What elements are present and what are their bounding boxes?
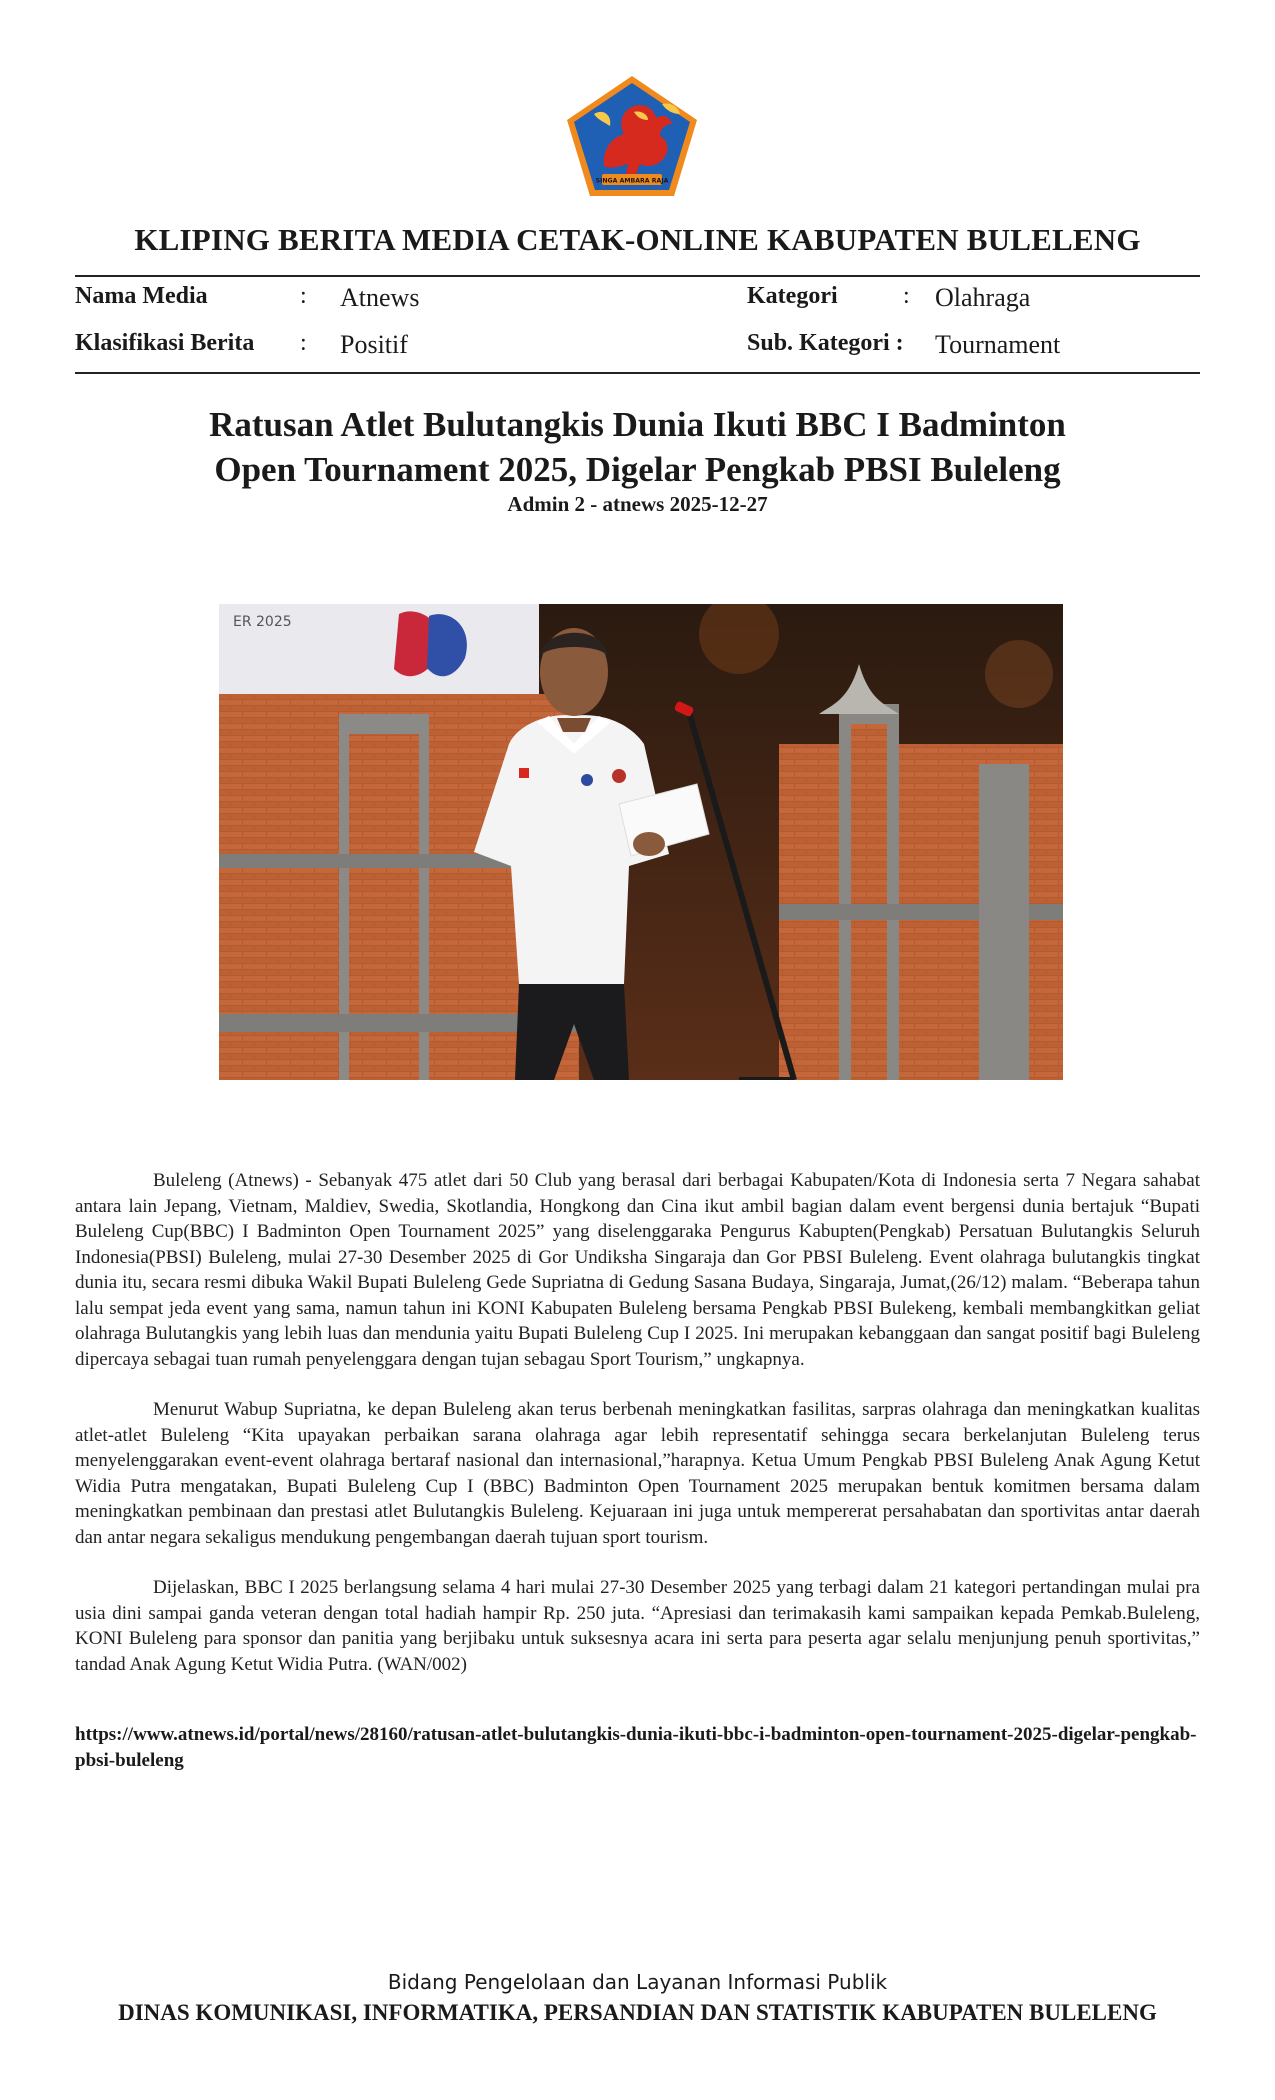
headline-line-1: Ratusan Atlet Bulutangkis Dunia Ikuti BBC I Badminton <box>209 405 1066 444</box>
article-paragraph: Dijelaskan, BBC I 2025 berlangsung selama 4 hari mulai 27-30 Desember 2025 yang terbagi dalam 21 kategori pertandingan mulai pra usia dini sampai ganda veteran dengan total hadiah hampir Rp. 250 juta. “Apresiasi dan terimakasih kami sampaikan kepada Pemkab.Buleleng, KONI Buleleng para sponsor dan panitia yang berjibaku untuk suksesnya acara ini serta para peserta agar selalu menjunjung penuh sportivitas,” tandad Anak Agung Ketut Widia Putra. (WAN/002) <box>75 1577 1200 1675</box>
source-url-link[interactable]: https://www.atnews.id/portal/news/28160/ratusan-atlet-bulutangkis-dunia-ikuti-bbc-i-badminton-open-tournament-2025-digelar-pengkab-pbsi-buleleng <box>75 1724 1197 1771</box>
meta-row-2 <box>75 330 1200 370</box>
headline-line-2: Open Tournament 2025, Digelar Pengkab PBSI Buleleng <box>214 450 1061 489</box>
photo-banner-text: ER 2025 <box>233 614 292 630</box>
sub-kategori-value: Tournament <box>935 330 1061 359</box>
article-body <box>75 1168 1200 1702</box>
klasifikasi-colon: : <box>300 330 307 356</box>
article-paragraph: Buleleng (Atnews) - Sebanyak 475 atlet dari 50 Club yang berasal dari berbagai Kabupaten/Kota di Indonesia serta 7 Negara sahabat antara lain Jepang, Vietnam, Maldiev, Swedia, Skotlandia, Hongkong dan Cina ikut ambil bagian dalam event bergensi dunia bertajuk “Bupati Buleleng Cup(BBC) I Badminton Open Tournament 2025” yang diselenggaraka Pengurus Kabupten(Pengkab) Persatuan Bulutangkis Seluruh Indonesia(PBSI) Buleleng, mulai 27-30 Desember 2025 di Gor Undiksha Singaraja dan Gor PBSI Buleleng. Event olahraga bulutangkis tingkat dunia itu, secara resmi dibuka Wakil Bupati Buleleng Gede Supriatna di Gedung Sasana Budaya, Singaraja, Jumat,(26/12) malam. “Beberapa tahun lalu sempat jeda event yang sama, namun tahun ini KONI Kabupaten Buleleng bersama Pengkab PBSI Bulekeng, kembali membangkitkan geliat olahraga Bulutangkis yang lebih luas dan mendunia yaitu Bupati Buleleng Cup I 2025. Ini merupakan kebanggaan dan sangat positif bagi Buleleng dipercaya sebagai tuan rumah penyelenggara dengan tujan sebagau Sport Tourism,” ungkapnya. <box>75 1170 1200 1370</box>
document-title: KLIPING BERITA MEDIA CETAK-ONLINE KABUPATEN BULELENG <box>134 222 1141 257</box>
klasifikasi-value: Positif <box>340 330 408 359</box>
nama-media-value: Atnews <box>340 283 420 312</box>
header-divider-top <box>75 275 1200 277</box>
article-byline: Admin 2 - atnews 2025-12-27 <box>507 492 768 516</box>
singa-ambara-raja-emblem-icon <box>564 74 700 200</box>
footer-department: Bidang Pengelolaan dan Layanan Informasi Publik <box>387 1970 888 1994</box>
nama-media-label: Nama Media <box>75 283 208 309</box>
emblem-motto-text: SINGA AMBARA RAJA <box>595 177 669 185</box>
header-divider-bottom <box>75 372 1200 374</box>
footer-agency: DINAS KOMUNIKASI, INFORMATIKA, PERSANDIAN DAN STATISTIK KABUPATEN BULELENG <box>118 2000 1157 2025</box>
meta-row-1 <box>75 283 1200 323</box>
nama-media-colon: : <box>300 283 307 309</box>
article-photo <box>219 604 1063 1080</box>
kategori-label: Kategori <box>747 283 838 309</box>
article-headline <box>75 402 1200 492</box>
kategori-colon: : <box>903 283 910 309</box>
article-paragraph: Menurut Wabup Supriatna, ke depan Buleleng akan terus berbenah meningkatkan fasilitas, sarpras olahraga dan meningkatkan kualitas atlet-atlet Buleleng “Kita upayakan perbaikan sarana olahraga agar lebih representatif sehingga secara berkelanjutan Buleleng terus menyelenggarakan event-event olahraga bertaraf nasional dan internasional,”harapnya. Ketua Umum Pengkab PBSI Buleleng Anak Agung Ketut Widia Putra mengatakan, Bupati Buleleng Cup I (BBC) Badminton Open Tournament 2025 merupakan bentuk komitmen bersama dalam meningkatkan pembinaan dan prestasi atlet Bulutangkis Buleleng. Kejuaraan ini juga untuk mempererat persahabatan dan sportivitas antar daerah dan antar negara sekaligus mendukung pengembangan daerah tujuan sport tourism. <box>75 1399 1200 1548</box>
klasifikasi-label: Klasifikasi Berita <box>75 330 255 356</box>
sub-kategori-label: Sub. Kategori : <box>747 330 904 356</box>
kategori-value: Olahraga <box>935 283 1031 312</box>
